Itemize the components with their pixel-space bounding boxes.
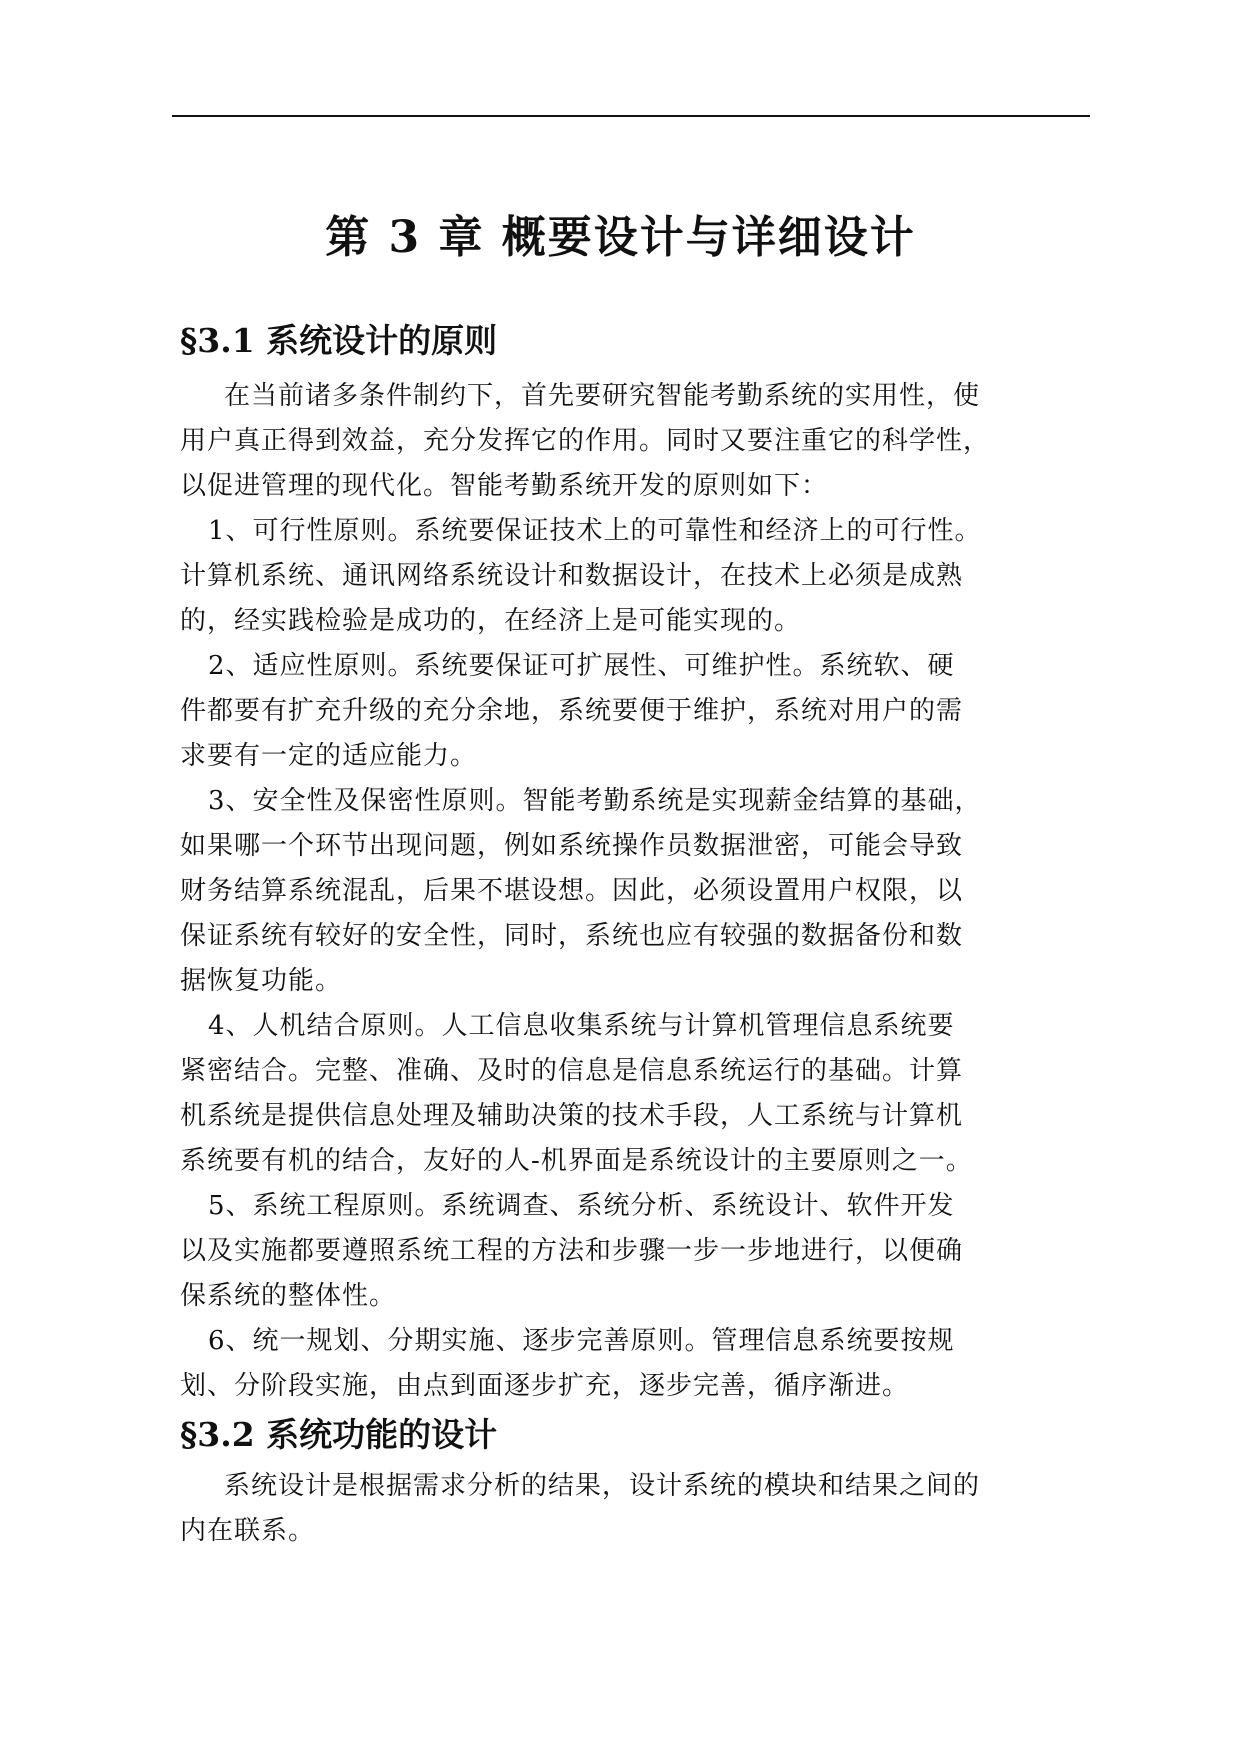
principle-line: 紧密结合。完整、准确、及时的信息是信息系统运行的基础。计算 bbox=[180, 1056, 964, 1086]
paragraph-line: 系统设计是根据需求分析的结果，设计系统的模块和结果之间的 bbox=[224, 1471, 981, 1501]
paragraph-line: 以促进管理的现代化。智能考勤系统开发的原则如下： bbox=[180, 471, 829, 501]
principle-line: 6、统一规划、分期实施、逐步完善原则。管理信息系统要按规 bbox=[208, 1326, 955, 1356]
principle-line: 计算机系统、通讯网络系统设计和数据设计，在技术上必须是成熟 bbox=[180, 561, 964, 591]
principle-line: 财务结算系统混乱，后果不堪设想。因此，必须设置用户权限，以 bbox=[180, 876, 964, 906]
principle-line: 1、可行性原则。系统要保证技术上的可靠性和经济上的可行性。 bbox=[208, 516, 982, 546]
section-heading-3-2: §3.2 系统功能的设计 bbox=[180, 1415, 498, 1454]
principle-line: 求要有一定的适应能力。 bbox=[180, 741, 478, 771]
principle-line: 4、人机结合原则。人工信息收集系统与计算机管理信息系统要 bbox=[208, 1011, 955, 1041]
header-rule bbox=[172, 115, 1090, 117]
paragraph-line: 内在联系。 bbox=[180, 1516, 316, 1546]
principle-line: 系统要有机的结合，友好的人-机界面是系统设计的主要原则之一。 bbox=[180, 1146, 973, 1176]
section-heading-3-1: §3.1 系统设计的原则 bbox=[180, 321, 498, 360]
principle-line: 2、适应性原则。系统要保证可扩展性、可维护性。系统软、硬 bbox=[208, 651, 955, 681]
principle-line: 如果哪一个环节出现问题，例如系统操作员数据泄密，可能会导致 bbox=[180, 831, 964, 861]
principle-line: 件都要有扩充升级的充分余地，系统要便于维护，系统对用户的需 bbox=[180, 696, 964, 726]
chapter-title: 第 3 章 概要设计与详细设计 bbox=[325, 212, 916, 263]
principle-line: 机系统是提供信息处理及辅助决策的技术手段，人工系统与计算机 bbox=[180, 1101, 964, 1131]
paragraph-line: 用户真正得到效益，充分发挥它的作用。同时又要注重它的科学性， bbox=[180, 426, 991, 456]
principle-line: 3、安全性及保密性原则。智能考勤系统是实现薪金结算的基础， bbox=[208, 786, 982, 816]
principle-line: 以及实施都要遵照系统工程的方法和步骤一步一步地进行，以便确 bbox=[180, 1236, 964, 1266]
principle-line: 的，经实践检验是成功的，在经济上是可能实现的。 bbox=[180, 606, 802, 636]
principle-line: 划、分阶段实施，由点到面逐步扩充，逐步完善，循序渐进。 bbox=[180, 1371, 910, 1401]
principle-line: 保系统的整体性。 bbox=[180, 1281, 397, 1311]
principle-line: 5、系统工程原则。系统调查、系统分析、系统设计、软件开发 bbox=[208, 1191, 955, 1221]
paragraph-line: 在当前诸多条件制约下，首先要研究智能考勤系统的实用性，使 bbox=[224, 381, 981, 411]
principle-line: 保证系统有较好的安全性，同时，系统也应有较强的数据备份和数 bbox=[180, 921, 964, 951]
principle-line: 据恢复功能。 bbox=[180, 966, 343, 996]
